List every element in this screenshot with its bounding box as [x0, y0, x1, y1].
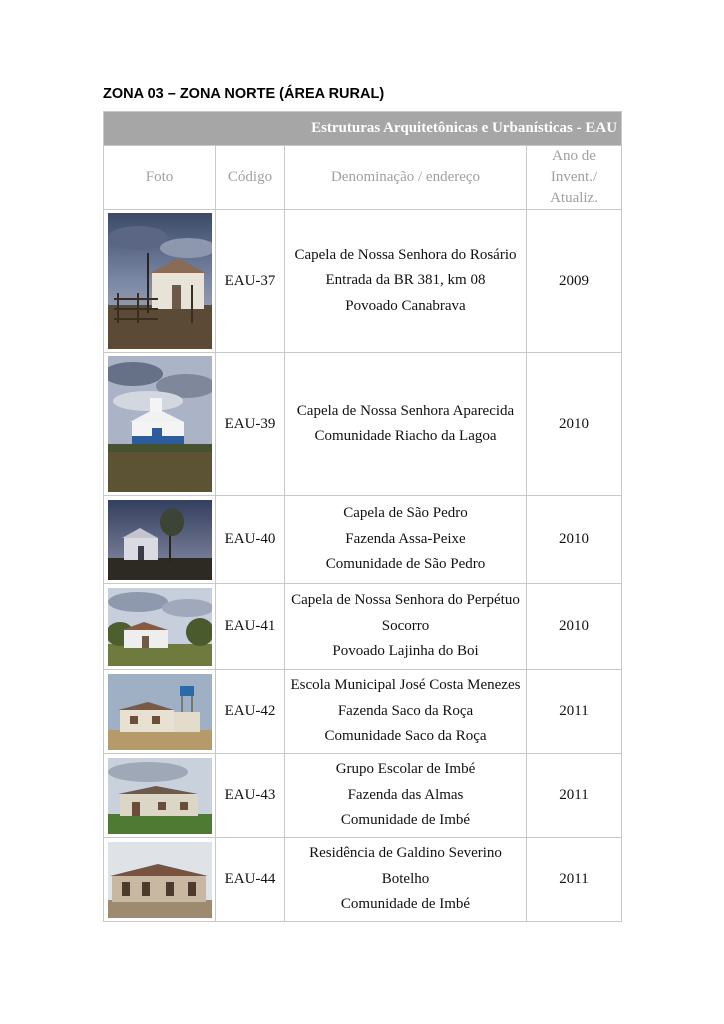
description-cell — [285, 838, 527, 922]
description-line: Comunidade de Imbé — [340, 812, 471, 829]
description-cell — [285, 670, 527, 754]
code-cell: EAU-40 — [216, 496, 285, 584]
description-line: Capela de Nossa Senhora Aparecida — [296, 402, 515, 419]
photo-cell — [104, 210, 216, 353]
code-cell: EAU-42 — [216, 670, 285, 754]
photo-chapel-aparecida — [108, 356, 212, 492]
photo-chapel-rosario — [108, 213, 212, 349]
description-line: Entrada da BR 381, km 08 — [325, 272, 486, 289]
code-cell: EAU-43 — [216, 754, 285, 838]
year-cell: 2010 — [527, 496, 622, 584]
description-line: Fazenda Saco da Roça — [337, 702, 474, 719]
description-line: Socorro — [381, 617, 430, 634]
description-line: Comunidade Saco da Roça — [324, 728, 487, 745]
description-line: Povoado Canabrava — [345, 297, 466, 314]
photo-cell — [104, 496, 216, 584]
description-cell — [285, 496, 527, 584]
header-codigo: Código — [216, 146, 285, 210]
header-ano — [527, 146, 622, 210]
description-line: Povoado Lajinha do Boi — [332, 643, 479, 660]
table-row — [104, 754, 622, 838]
table-row — [104, 670, 622, 754]
description-line: Comunidade Riacho da Lagoa — [314, 428, 497, 444]
photo-cell — [104, 754, 216, 838]
code-cell: EAU-37 — [216, 210, 285, 353]
header-ano-line: Ano de — [552, 148, 596, 164]
description-line: Grupo Escolar de Imbé — [335, 761, 476, 778]
photo-chapel-sao-pedro — [108, 500, 212, 580]
description-line: Fazenda Assa-Peixe — [345, 530, 466, 547]
photo-school-imbe — [108, 758, 212, 834]
year-cell: 2011 — [527, 754, 622, 838]
page-title: ZONA 03 – ZONA NORTE (ÁREA RURAL) — [103, 86, 385, 102]
year-cell: 2010 — [527, 584, 622, 670]
code-cell: EAU-39 — [216, 353, 285, 496]
description-line: Comunidade de São Pedro — [325, 556, 486, 573]
table-row — [104, 496, 622, 584]
description-line: Escola Municipal José Costa Menezes — [290, 677, 521, 694]
description-line: Fazenda das Almas — [347, 786, 464, 803]
description-cell — [285, 210, 527, 353]
year-cell: 2009 — [527, 210, 622, 353]
table-row — [104, 838, 622, 922]
description-line: Capela de São Pedro — [343, 505, 468, 522]
year-cell: 2011 — [527, 838, 622, 922]
photo-school-saco-da-roca — [108, 674, 212, 750]
header-foto: Foto — [104, 146, 216, 210]
photo-chapel-perpetuo-socorro — [108, 588, 212, 666]
description-cell — [285, 584, 527, 670]
table-header-row — [104, 146, 622, 210]
code-cell: EAU-41 — [216, 584, 285, 670]
photo-cell — [104, 838, 216, 922]
description-line: Comunidade de Imbé — [340, 896, 471, 913]
description-cell — [285, 754, 527, 838]
description-line: Capela de Nossa Senhora do Rosário — [294, 246, 517, 263]
table-row — [104, 584, 622, 670]
table-row — [104, 353, 622, 496]
year-cell: 2011 — [527, 670, 622, 754]
photo-cell — [104, 670, 216, 754]
photo-cell — [104, 584, 216, 670]
year-cell: 2010 — [527, 353, 622, 496]
photo-residence-galdino — [108, 842, 212, 918]
description-line: Capela de Nossa Senhora do Perpétuo — [291, 592, 520, 609]
header-ano-line: Invent./ — [550, 169, 598, 185]
description-line: Residência de Galdino Severino — [309, 845, 502, 862]
header-denominacao: Denominação / endereço — [285, 146, 527, 210]
header-ano-line: Atualiz. — [550, 190, 598, 206]
table-row — [104, 210, 622, 353]
code-cell: EAU-44 — [216, 838, 285, 922]
description-cell — [285, 353, 527, 496]
photo-cell — [104, 353, 216, 496]
description-line: Botelho — [381, 870, 430, 887]
table-band-title: Estruturas Arquitetônicas e Urbanísticas - EAU — [104, 112, 622, 146]
inventory-table — [103, 111, 622, 922]
